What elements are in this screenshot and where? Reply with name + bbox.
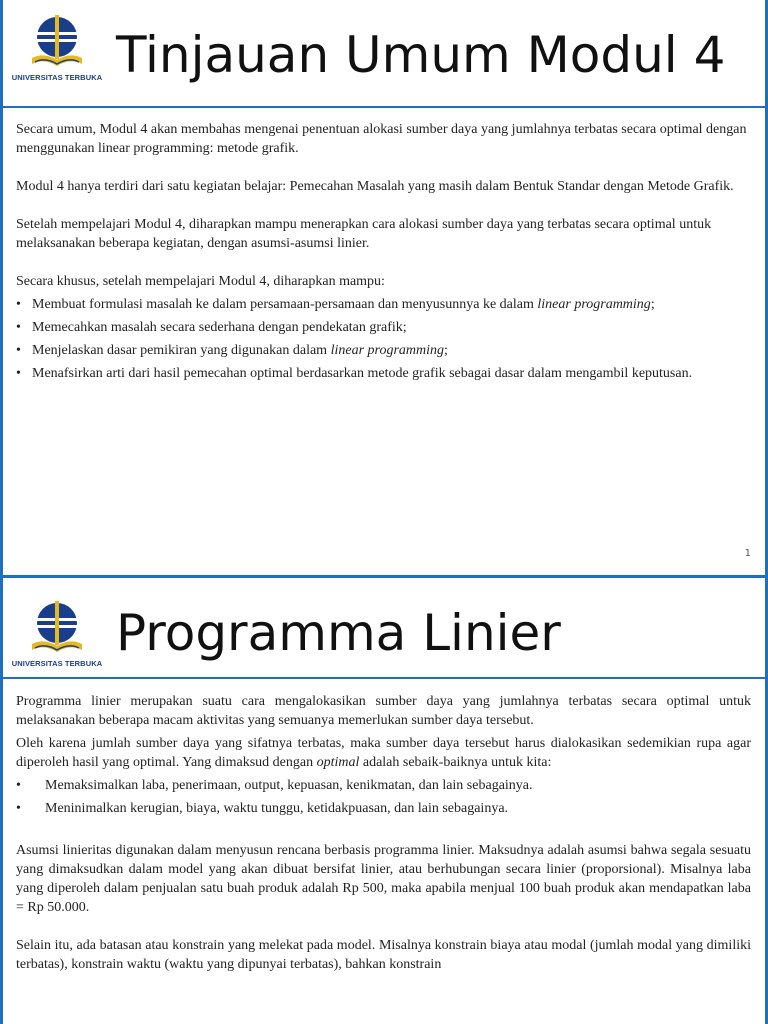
slide-2 [3,578,765,1024]
logo-text: UNIVERSITAS TERBUKA [11,73,103,82]
slide-1-header [3,0,765,108]
list-item: • Membuat formulasi masalah ke dalam persamaan-persamaan dan menyusunnya ke dalam linear programming; [16,297,655,312]
slide-2-body [16,692,751,974]
list-item: • Meninimalkan kerugian, biaya, waktu tunggu, ketidakpuasan, dan lain sebagainya. [16,801,509,816]
slide-2-title: Programma Linier [116,604,561,662]
slide-2-header [3,578,765,679]
list-item: • Menafsirkan arti dari hasil pemecahan optimal berdasarkan metode grafik sebagai dasar dalam mengambil keputusan. [16,366,693,381]
slide-1 [3,0,765,575]
university-logo [7,10,107,82]
intro-paragraph: Secara umum, Modul 4 akan membahas mengenai penentuan alokasi sumber daya yang jumlahnya terbatas secara optimal dengan menggunakan linear programming: metode grafik. [16,122,747,156]
list-item: • Menjelaskan dasar pemikiran yang digunakan dalam linear programming; [16,343,448,358]
specific-objective-paragraph: Secara khusus, setelah mempelajari Modul 4, diharapkan mampu: [16,274,385,289]
activity-paragraph: Modul 4 hanya terdiri dari satu kegiatan belajar: Pemecahan Masalah yang masih dalam Bentuk Standar dengan Metode Grafik. [16,179,734,194]
university-logo [7,596,107,668]
constraint-paragraph: Selain itu, ada batasan atau konstrain yang melekat pada model. Misalnya konstrain biaya atau modal (jumlah modal yang dimiliki terbatas), konstrain waktu (waktu yang dipunyai terbatas), bahkan konstrain [16,938,751,972]
objective-paragraph: Setelah mempelajari Modul 4, diharapkan mampu menerapkan cara alokasi sumber daya yang terbatas secara optimal untuk melaksanakan beberapa kegiatan, dengan asumsi-asumsi linier. [16,217,712,251]
logo-text: UNIVERSITAS TERBUKA [11,659,103,668]
university-logo-icon [26,596,88,658]
linearity-paragraph: Asumsi linieritas digunakan dalam menyusun rencana berbasis programma linier. Maksudnya adalah asumsi bahwa segala sesuatu yang dimaksudkan dalam model yang akan dibuat bersifat linier, atau berhubungan secara linier (proporsional). Misalnya laba yang diperoleh dalam penjualan satu buah produk adalah Rp 500, maka apabila menjual 100 buah produk akan mendapatkan laba = Rp 50.000. [16,843,751,915]
optimal-paragraph: Oleh karena jumlah sumber daya yang sifatnya terbatas, maka sumber daya tersebut harus dialokasikan sedemikian rupa agar diperoleh hasil yang optimal. Yang dimaksud dengan optimal adalah sebaik-baiknya untuk kita: [16,736,751,770]
slide-1-body [16,120,751,387]
definition-paragraph: Programma linier merupakan suatu cara mengalokasikan sumber daya yang jumlahnya terbatas secara optimal untuk melaksanakan beberapa macam aktivitas yang semuanya memerlukan sumber daya tersebut. [16,694,751,728]
slide-1-title: Tinjauan Umum Modul 4 [116,26,726,84]
list-item: • Memaksimalkan laba, penerimaan, output, kepuasan, kenikmatan, dan lain sebagainya. [16,778,533,793]
optimal-list [16,776,751,818]
objective-list [16,295,751,383]
university-logo-icon [26,10,88,72]
page-number: 1 [744,548,751,559]
list-item: • Memecahkan masalah secara sederhana dengan pendekatan grafik; [16,320,407,335]
